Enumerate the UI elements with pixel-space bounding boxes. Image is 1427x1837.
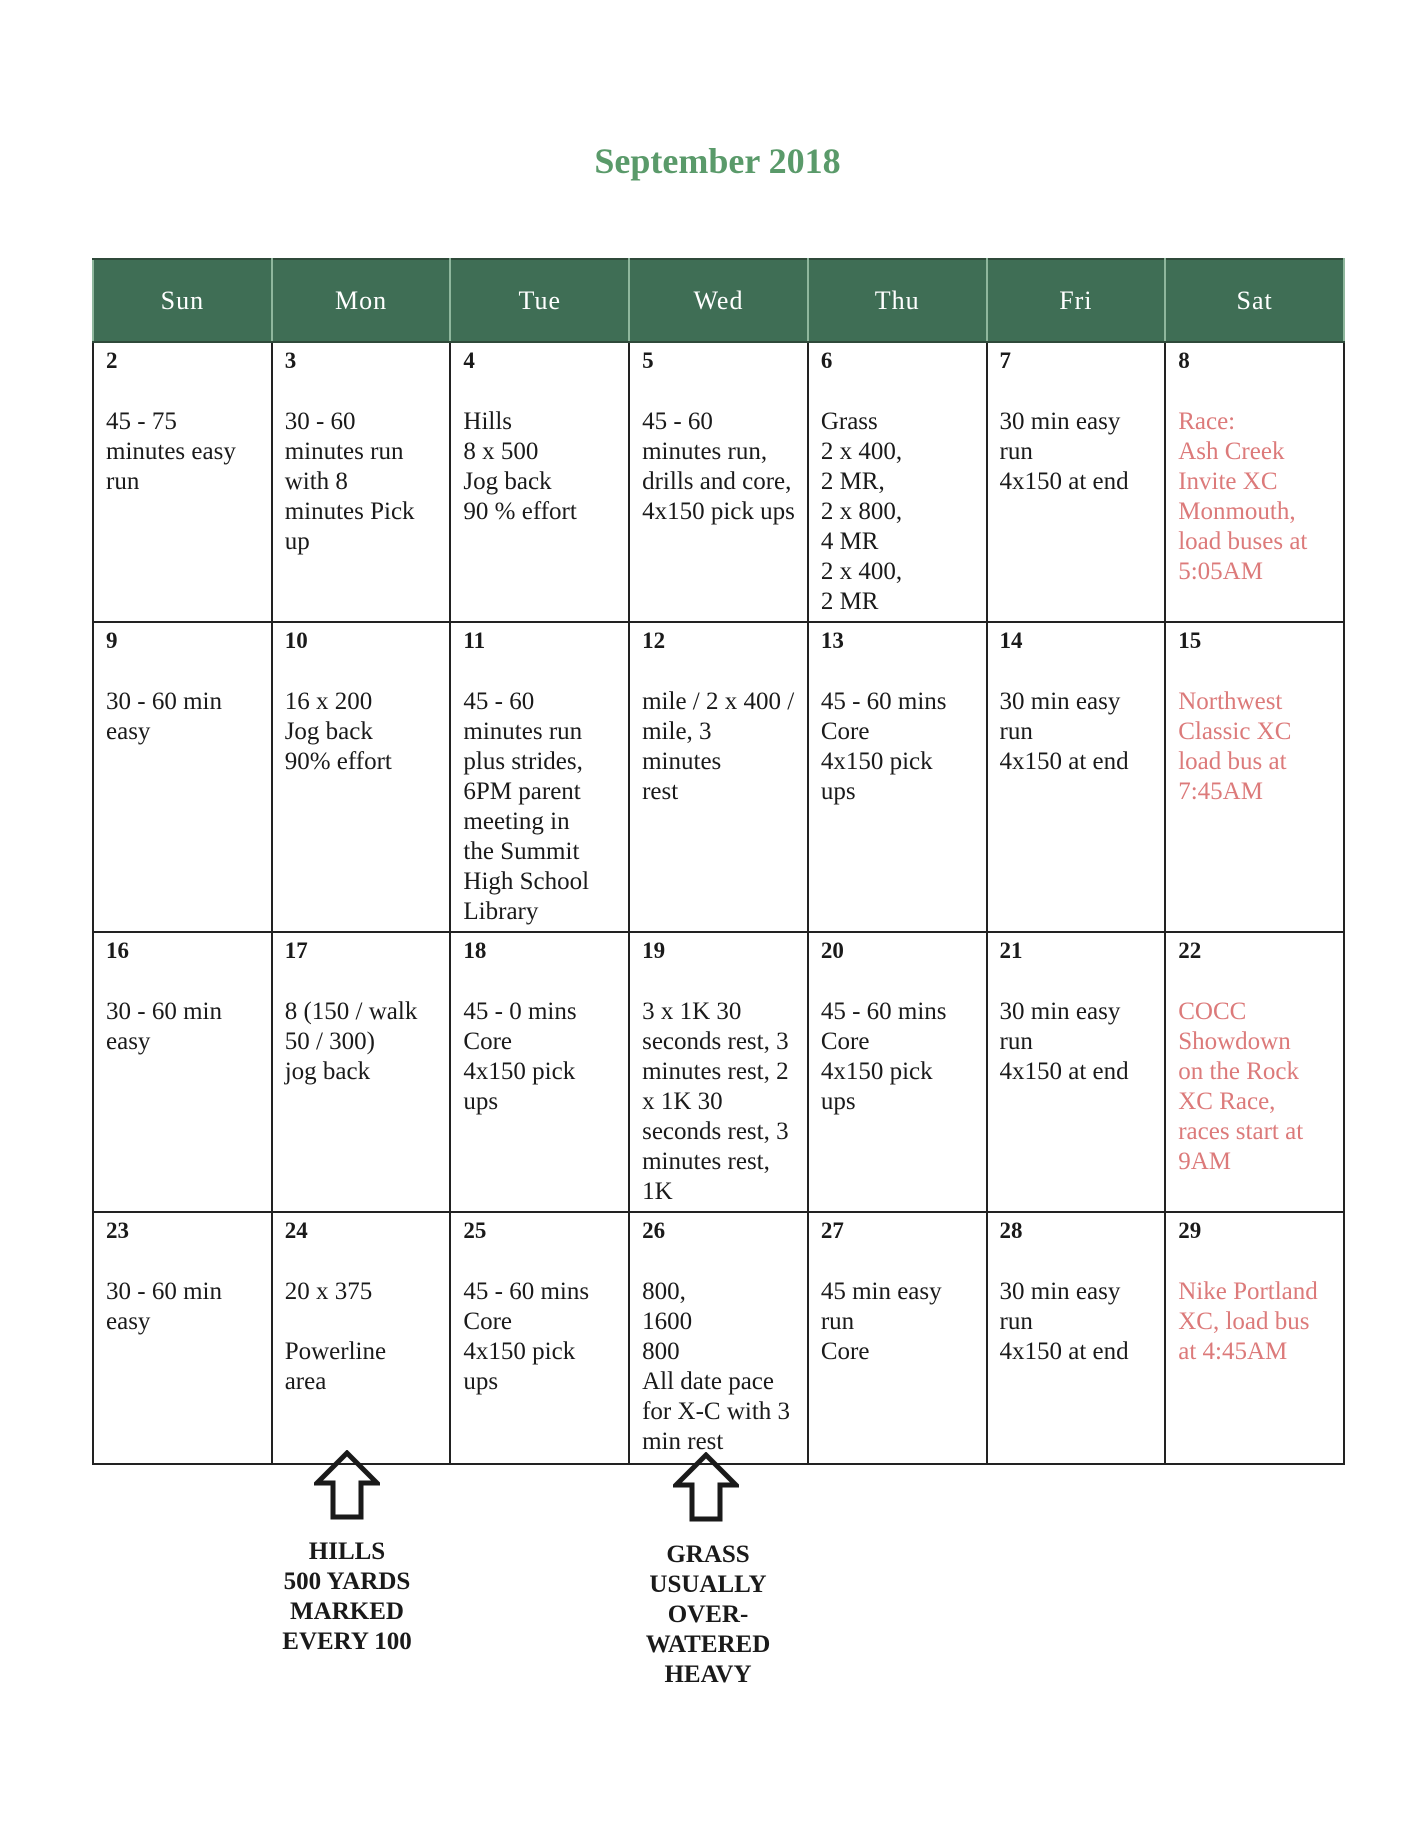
week-row bbox=[93, 342, 1344, 622]
day-number: 26 bbox=[642, 1218, 666, 1243]
day-workout: 45 - 60 minutes run, drills and core, 4x150 pick ups bbox=[642, 408, 795, 525]
day-workout: 30 - 60 min easy bbox=[106, 688, 222, 745]
race-info: Nike Portland XC, load bus at 4:45AM bbox=[1178, 1278, 1318, 1365]
day-number: 19 bbox=[642, 938, 666, 963]
up-arrow-icon bbox=[673, 1452, 739, 1522]
day-workout: 3 x 1K 30 seconds rest, 3 minutes rest, 2 x 1K 30 seconds rest, 3 minutes rest, 1K bbox=[642, 998, 789, 1205]
race-info: COCC Showdown on the Rock XC Race, races start at 9AM bbox=[1178, 998, 1304, 1175]
day-workout: 45 min easy run Core bbox=[820, 1278, 942, 1365]
day-number: 7 bbox=[999, 348, 1012, 373]
day-cell bbox=[629, 622, 808, 932]
day-cell bbox=[93, 342, 272, 622]
day-number: 18 bbox=[463, 938, 487, 963]
day-number: 9 bbox=[106, 628, 118, 653]
day-number: 12 bbox=[642, 628, 666, 653]
weekday-header-row bbox=[93, 259, 1344, 342]
day-workout: 16 x 200 Jog back 90% effort bbox=[284, 688, 392, 775]
day-cell bbox=[450, 342, 629, 622]
race-day-cell bbox=[1165, 932, 1344, 1212]
day-cell bbox=[450, 932, 629, 1212]
day-cell bbox=[808, 932, 987, 1212]
weekday-sat: Sat bbox=[1165, 259, 1344, 342]
day-number: 20 bbox=[820, 938, 844, 963]
day-workout: 8 (150 / walk 50 / 300) jog back bbox=[284, 998, 418, 1085]
day-cell bbox=[987, 342, 1166, 622]
day-number: 11 bbox=[463, 628, 486, 653]
day-workout: 45 - 0 mins Core 4x150 pick ups bbox=[463, 998, 577, 1115]
day-cell bbox=[272, 932, 451, 1212]
weekday-tue: Tue bbox=[450, 259, 629, 342]
day-number: 3 bbox=[284, 348, 297, 373]
up-arrow-icon bbox=[314, 1450, 380, 1520]
day-workout: 45 - 60 minutes run plus strides, 6PM parent meeting in the Summit High School Library bbox=[463, 688, 590, 925]
day-workout: 45 - 60 mins Core 4x150 pick ups bbox=[820, 998, 947, 1115]
day-cell bbox=[93, 1212, 272, 1464]
day-number: 16 bbox=[106, 938, 129, 963]
day-number: 4 bbox=[463, 348, 475, 373]
day-number: 29 bbox=[1178, 1218, 1202, 1243]
calendar-grid bbox=[92, 258, 1345, 1465]
day-workout: 45 - 60 mins Core 4x150 pick ups bbox=[820, 688, 947, 805]
day-workout: 30 - 60 min easy bbox=[106, 998, 222, 1055]
day-cell bbox=[272, 622, 451, 932]
day-workout: 30 min easy run 4x150 at end bbox=[999, 1278, 1129, 1365]
day-number: 21 bbox=[999, 938, 1023, 963]
day-workout: Hills 8 x 500 Jog back 90 % effort bbox=[463, 408, 577, 525]
day-number: 17 bbox=[284, 938, 308, 963]
weekday-sun: Sun bbox=[93, 259, 272, 342]
grass-caption: GRASS USUALLY OVER- WATERED HEAVY bbox=[645, 1541, 771, 1688]
race-day-cell bbox=[1165, 1212, 1344, 1464]
day-cell bbox=[808, 1212, 987, 1464]
day-workout: 30 min easy run 4x150 at end bbox=[999, 408, 1129, 495]
day-number: 2 bbox=[106, 348, 118, 373]
day-workout: mile / 2 x 400 / mile, 3 minutes rest bbox=[642, 688, 795, 805]
weekday-wed: Wed bbox=[629, 259, 808, 342]
week-row bbox=[93, 622, 1344, 932]
day-cell bbox=[987, 932, 1166, 1212]
day-number: 13 bbox=[820, 628, 844, 653]
day-cell bbox=[272, 342, 451, 622]
day-workout: 30 min easy run 4x150 at end bbox=[999, 998, 1129, 1085]
hills-caption: HILLS 500 YARDS MARKED EVERY 100 bbox=[282, 1538, 412, 1655]
race-day-cell bbox=[1165, 342, 1344, 622]
day-number: 8 bbox=[1178, 348, 1190, 373]
day-workout: 45 - 60 mins Core 4x150 pick ups bbox=[463, 1278, 590, 1395]
day-number: 6 bbox=[820, 348, 833, 373]
day-cell bbox=[629, 932, 808, 1212]
week-row bbox=[93, 1212, 1344, 1464]
day-number: 25 bbox=[463, 1218, 487, 1243]
day-cell bbox=[93, 622, 272, 932]
day-cell bbox=[987, 622, 1166, 932]
day-cell bbox=[808, 342, 987, 622]
page-title: September 2018 bbox=[594, 141, 841, 181]
day-number: 24 bbox=[284, 1218, 308, 1243]
week-row bbox=[93, 932, 1344, 1212]
day-workout: 30 min easy run 4x150 at end bbox=[999, 688, 1129, 775]
day-number: 22 bbox=[1178, 938, 1202, 963]
race-day-cell bbox=[1165, 622, 1344, 932]
day-cell bbox=[450, 622, 629, 932]
day-number: 28 bbox=[999, 1218, 1023, 1243]
day-workout: 45 - 75 minutes easy run bbox=[106, 408, 236, 495]
day-cell bbox=[272, 1212, 451, 1464]
race-info: Race: Ash Creek Invite XC Monmouth, load buses at 5:05AM bbox=[1178, 408, 1308, 585]
day-workout: 20 x 375 Powerline area bbox=[284, 1278, 387, 1395]
day-workout: 800, 1600 800 All date pace for X-C with 3 min rest bbox=[642, 1278, 791, 1455]
day-workout: Grass 2 x 400, 2 MR, 2 x 800, 4 MR 2 x 400, 2 MR bbox=[820, 408, 903, 615]
day-number: 23 bbox=[106, 1218, 129, 1243]
day-workout: 30 - 60 minutes run with 8 minutes Pick up bbox=[284, 408, 415, 555]
weekday-thu: Thu bbox=[808, 259, 987, 342]
day-cell bbox=[93, 932, 272, 1212]
weekday-mon: Mon bbox=[272, 259, 451, 342]
day-workout: 30 - 60 min easy bbox=[106, 1278, 222, 1335]
day-cell bbox=[987, 1212, 1166, 1464]
day-number: 5 bbox=[642, 348, 654, 373]
weekday-fri: Fri bbox=[987, 259, 1166, 342]
day-number: 10 bbox=[284, 628, 308, 653]
day-cell bbox=[629, 342, 808, 622]
day-cell bbox=[450, 1212, 629, 1464]
day-cell bbox=[629, 1212, 808, 1464]
race-info: Northwest Classic XC load bus at 7:45AM bbox=[1178, 688, 1292, 805]
day-number: 14 bbox=[999, 628, 1023, 653]
day-number: 15 bbox=[1178, 628, 1202, 653]
day-cell bbox=[808, 622, 987, 932]
day-number: 27 bbox=[820, 1218, 844, 1243]
